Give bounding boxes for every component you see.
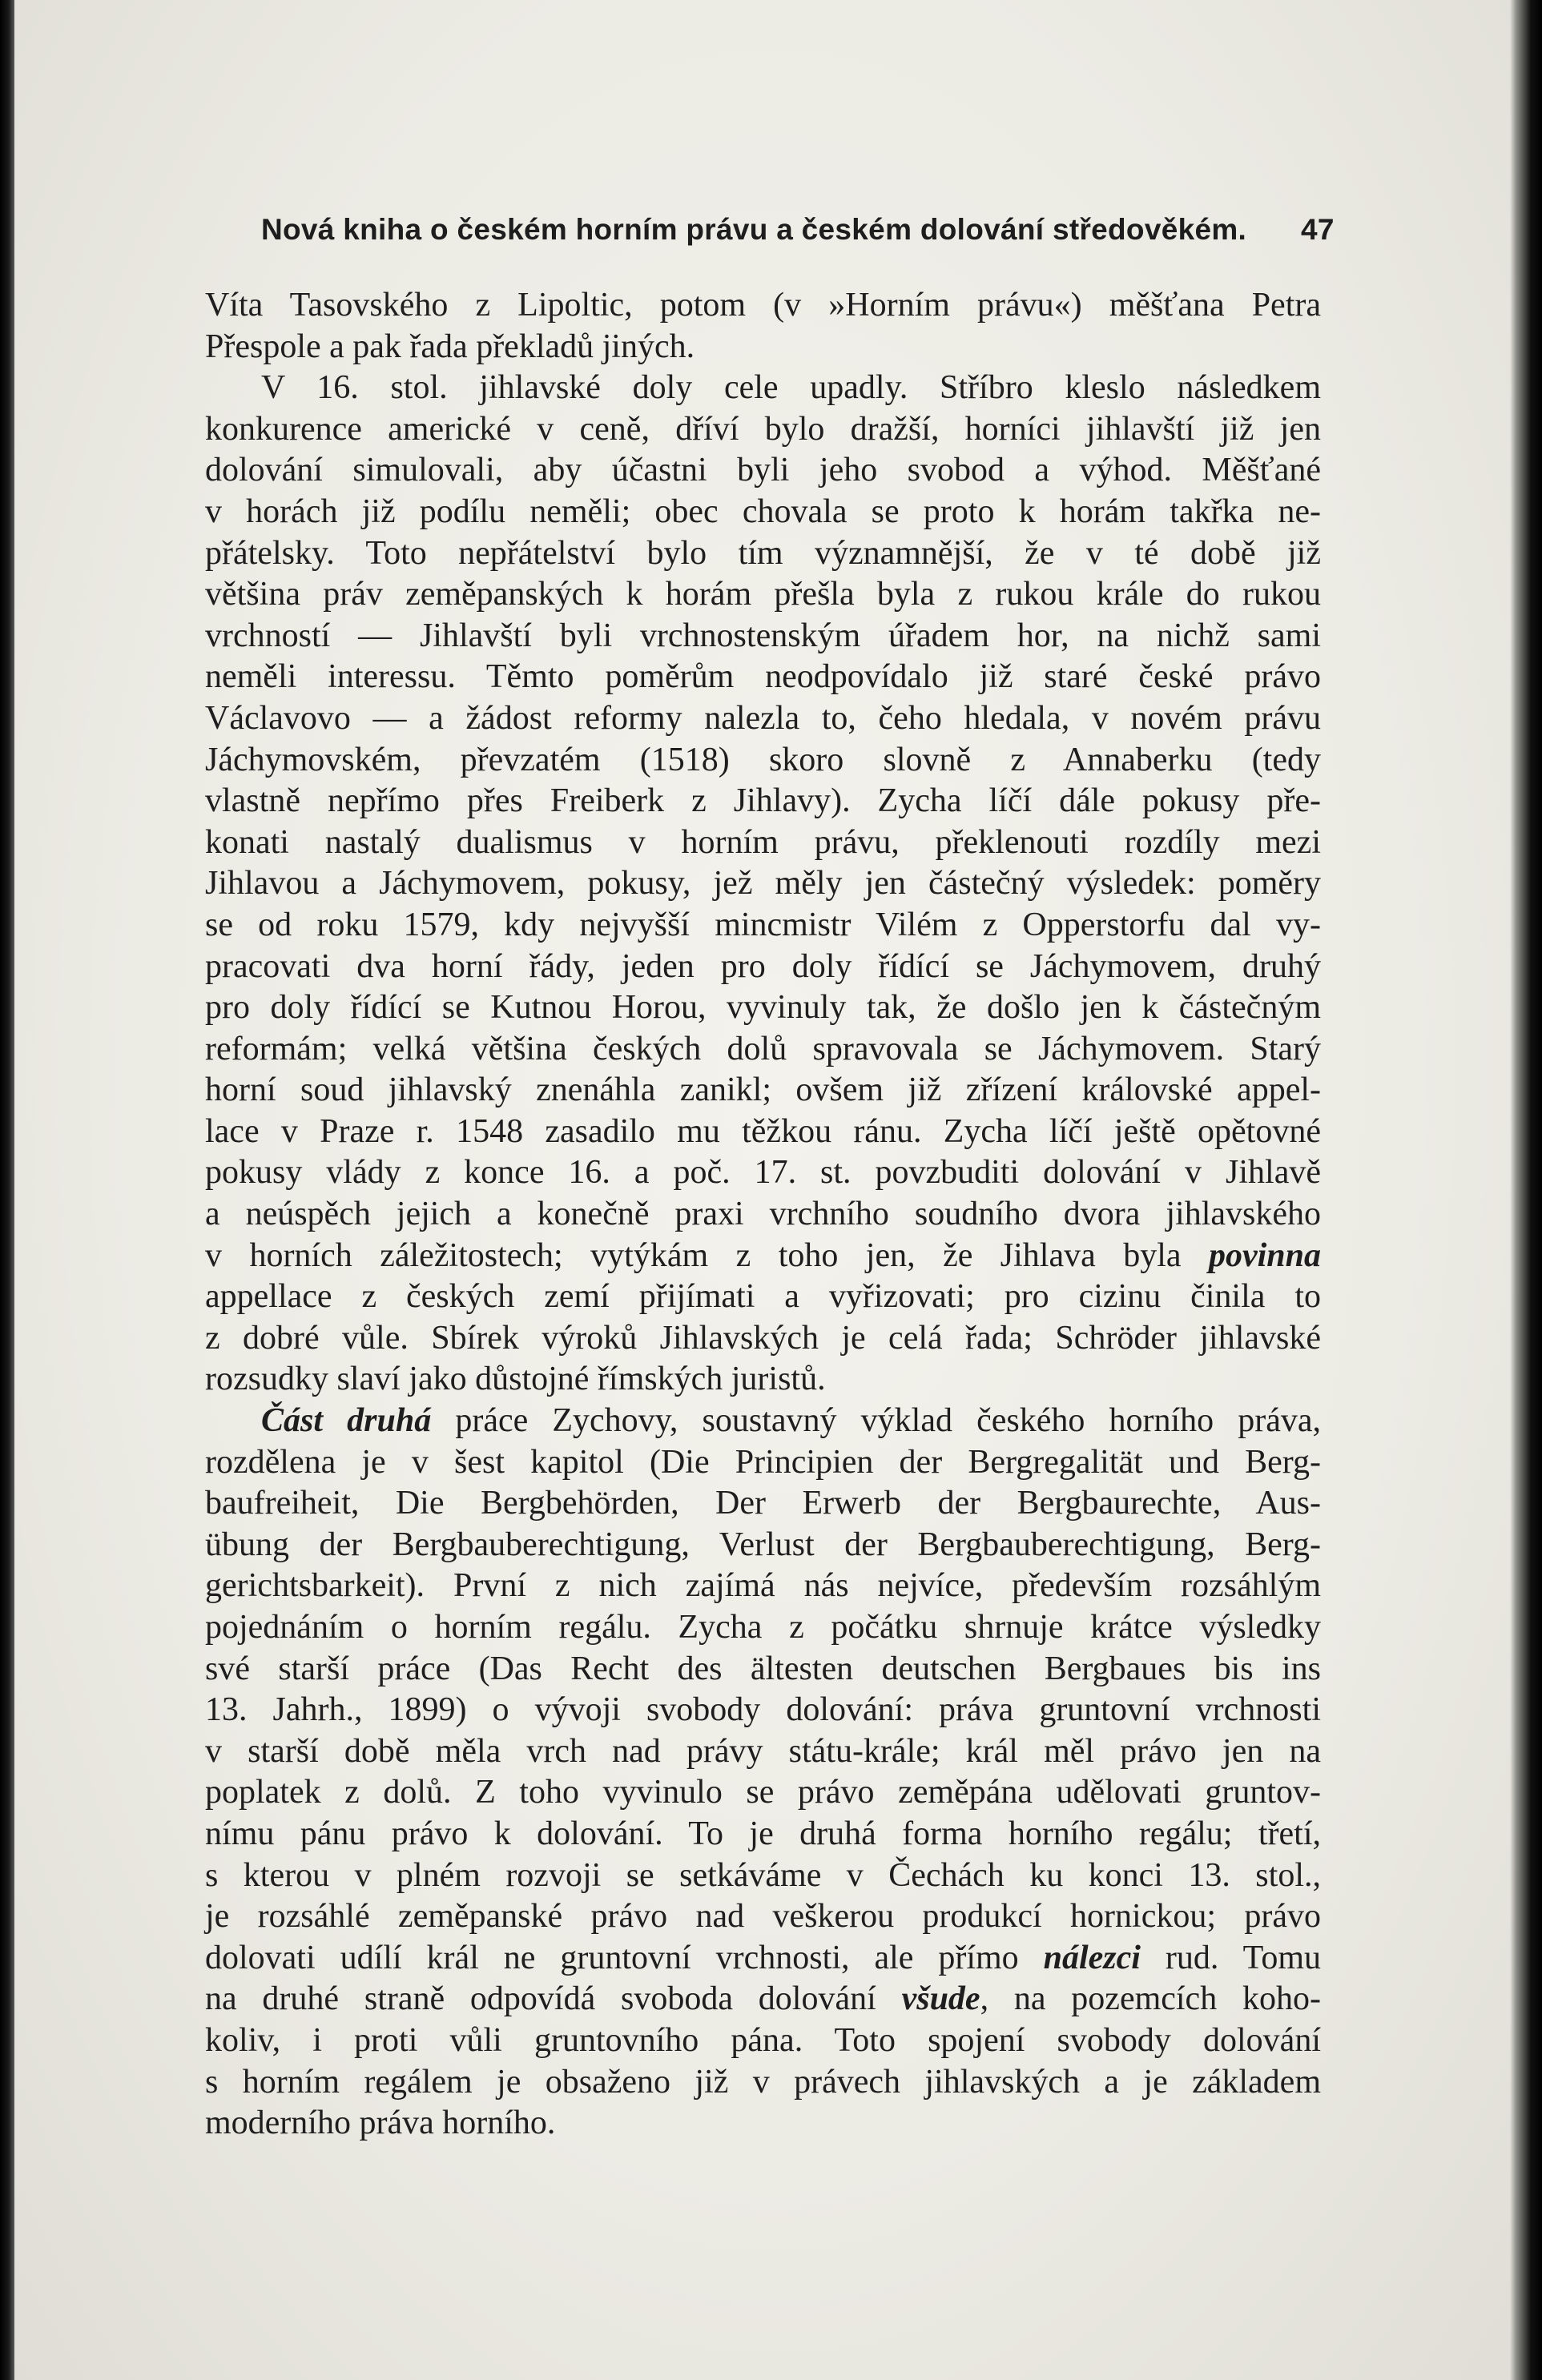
text-line: rozsudky slaví jako důstojné římských juristů. xyxy=(205,1361,826,1398)
text-line: pracovati dva horní řády, jeden pro doly řídící se Jáchymovem, druhý xyxy=(205,947,1321,985)
text-line: konati nastalý dualismus v horním právu, překlenouti rozdíly mezi xyxy=(205,823,1321,861)
text-line: neměli interessu. Těmto poměrům neodpovídalo již staré české právo xyxy=(205,658,1321,696)
text-line: nímu pánu právo k dolování. To je druhá forma horního regálu; třetí, xyxy=(205,1815,1321,1852)
text-line: své starší práce (Das Recht des ältesten deutschen Bergbaues bis ins xyxy=(205,1650,1321,1687)
text-fragment: v horních záležitostech; vytýkám z toho jen, že Jihlava byla xyxy=(205,1236,1182,1274)
italic-emphasis: nálezci xyxy=(1043,1939,1141,1976)
text-line: je rozsáhlé zeměpanské právo nad veškerou produkcí hornickou; právo xyxy=(205,1898,1321,1936)
text-line: Jihlavou a Jáchymovem, pokusy, jež měly jen částečný výsledek: poměry xyxy=(205,865,1321,903)
text-line: V 16. stol. jihlavské doly cele upadly. Stříbro kleslo následkem xyxy=(261,369,1321,407)
body-text xyxy=(205,285,1321,2145)
text-line: Přespole a pak řada překladů jiných. xyxy=(205,328,695,365)
text-line: a neúspěch jejich a konečně praxi vrchního soudního dvora jihlavského xyxy=(205,1196,1321,1233)
right-scan-edge xyxy=(1510,0,1542,2380)
italic-emphasis: povinna xyxy=(1208,1236,1322,1274)
text-line: dolování simulovali, aby účastni byli jeho svobod a výhod. Měšťané xyxy=(205,452,1321,489)
text-line: poplatek z dolů. Z toho vyvinulo se právo zeměpána udělovati gruntov- xyxy=(205,1774,1321,1811)
text-line: appellace z českých zemí přijímati a vyřizovati; pro cizinu činila to xyxy=(205,1278,1321,1316)
text-line: rozdělena je v šest kapitol (Die Principien der Bergregalität und Berg- xyxy=(205,1443,1321,1481)
text-line: z dobré vůle. Sbírek výroků Jihlavských je celá řada; Schröder jihlavské xyxy=(205,1319,1321,1357)
text-line: konkurence americké v ceně, dříví bylo dražší, horníci jihlavští již jen xyxy=(205,410,1321,448)
text-line: s kterou v plném rozvoji se setkáváme v Čechách ku konci 13. stol., xyxy=(205,1856,1321,1894)
text-fragment: dolovati udílí král ne gruntovní vrchnosti, ale přímo xyxy=(205,1939,1019,1976)
text-line: baufreiheit, Die Bergbehörden, Der Erwerb der Bergbaurechte, Aus- xyxy=(205,1485,1321,1522)
text-line: lace v Praze r. 1548 zasadilo mu těžkou ránu. Zycha líčí ještě opětovné xyxy=(205,1112,1321,1150)
italic-emphasis: Část druhá xyxy=(261,1402,432,1440)
text-line: se od roku 1579, kdy nejvyšší mincmistr Vilém z Opperstorfu dal vy- xyxy=(205,906,1321,943)
italic-emphasis: všude xyxy=(901,1980,980,2018)
text-line: v horách již podílu neměli; obec chovala se proto k horám takřka ne- xyxy=(205,492,1321,530)
text-line: vlastně nepřímo přes Freiberk z Jihlavy). Zycha líčí dále pokusy pře- xyxy=(205,782,1321,820)
text-line: pojednáním o horním regálu. Zycha z počátku shrnuje krátce výsledky xyxy=(205,1609,1321,1646)
text-line: vrchností — Jihlavští byli vrchnostenským úřadem hor, na nichž sami xyxy=(205,617,1321,654)
running-title: Nová kniha o českém horním právu a českém dolování středověkém. xyxy=(261,213,1247,246)
text-line-with-italic xyxy=(205,1236,1321,1277)
text-line: Václavovo — a žádost reformy nalezla to, čeho hledala, v novém právu xyxy=(205,699,1321,737)
text-line: gerichtsbarkeit). První z nich zajímá nás nejvíce, především rozsáhlým xyxy=(205,1567,1321,1605)
text-line: pro doly řídící se Kutnou Horou, vyvinuly tak, že došlo jen k částečným xyxy=(205,989,1321,1027)
text-fragment: , na pozemcích koho- xyxy=(980,1980,1321,2018)
text-line: koliv, i proti vůli gruntovního pána. Toto spojení svobody dolování xyxy=(205,2021,1321,2059)
text-line: v starší době měla vrch nad právy státu-krále; král měl právo jen na xyxy=(205,1732,1321,1770)
text-line: übung der Bergbauberechtigung, Verlust der Bergbauberechtigung, Berg- xyxy=(205,1526,1321,1563)
text-line-with-italic xyxy=(205,1401,1321,1442)
text-line: Víta Tasovského z Lipoltic, potom (v »Horním právu«) měšťana Petra xyxy=(205,287,1321,324)
text-line: přátelsky. Toto nepřátelství bylo tím významnější, že v té době již xyxy=(205,534,1321,572)
text-fragment: rud. Tomu xyxy=(1165,1939,1321,1976)
text-line: 13. Jahrh., 1899) o vývoji svobody dolování: práva gruntovní vrchnosti xyxy=(205,1691,1321,1729)
text-line: Jáchymovském, převzatém (1518) skoro slovně z Annaberku (tedy xyxy=(205,741,1321,778)
text-line: pokusy vlády z konce 16. a poč. 17. st. povzbuditi dolování v Jihlavě xyxy=(205,1154,1321,1192)
page-number: 47 xyxy=(1301,213,1335,246)
text-line: s horním regálem je obsaženo již v právech jihlavských a je základem xyxy=(205,2063,1321,2101)
text-line-with-italic xyxy=(205,1938,1321,1980)
text-line: moderního práva horního. xyxy=(205,2105,556,2142)
text-fragment: práce Zychovy, soustavný výklad českého horního práva, xyxy=(455,1402,1321,1440)
running-header xyxy=(261,213,1335,247)
text-line-with-italic xyxy=(205,1979,1321,2020)
text-fragment: na druhé straně odpovídá svoboda dolování xyxy=(205,1980,876,2018)
text-line: většina práv zeměpanských k horám přešla byla z rukou krále do rukou xyxy=(205,576,1321,613)
text-line: reformám; velká většina českých dolů spravovala se Jáchymovem. Starý xyxy=(205,1030,1321,1067)
left-binding-edge xyxy=(0,0,14,2380)
text-line: horní soud jihlavský znenáhla zanikl; ovšem již zřízení královské appel- xyxy=(205,1071,1321,1109)
